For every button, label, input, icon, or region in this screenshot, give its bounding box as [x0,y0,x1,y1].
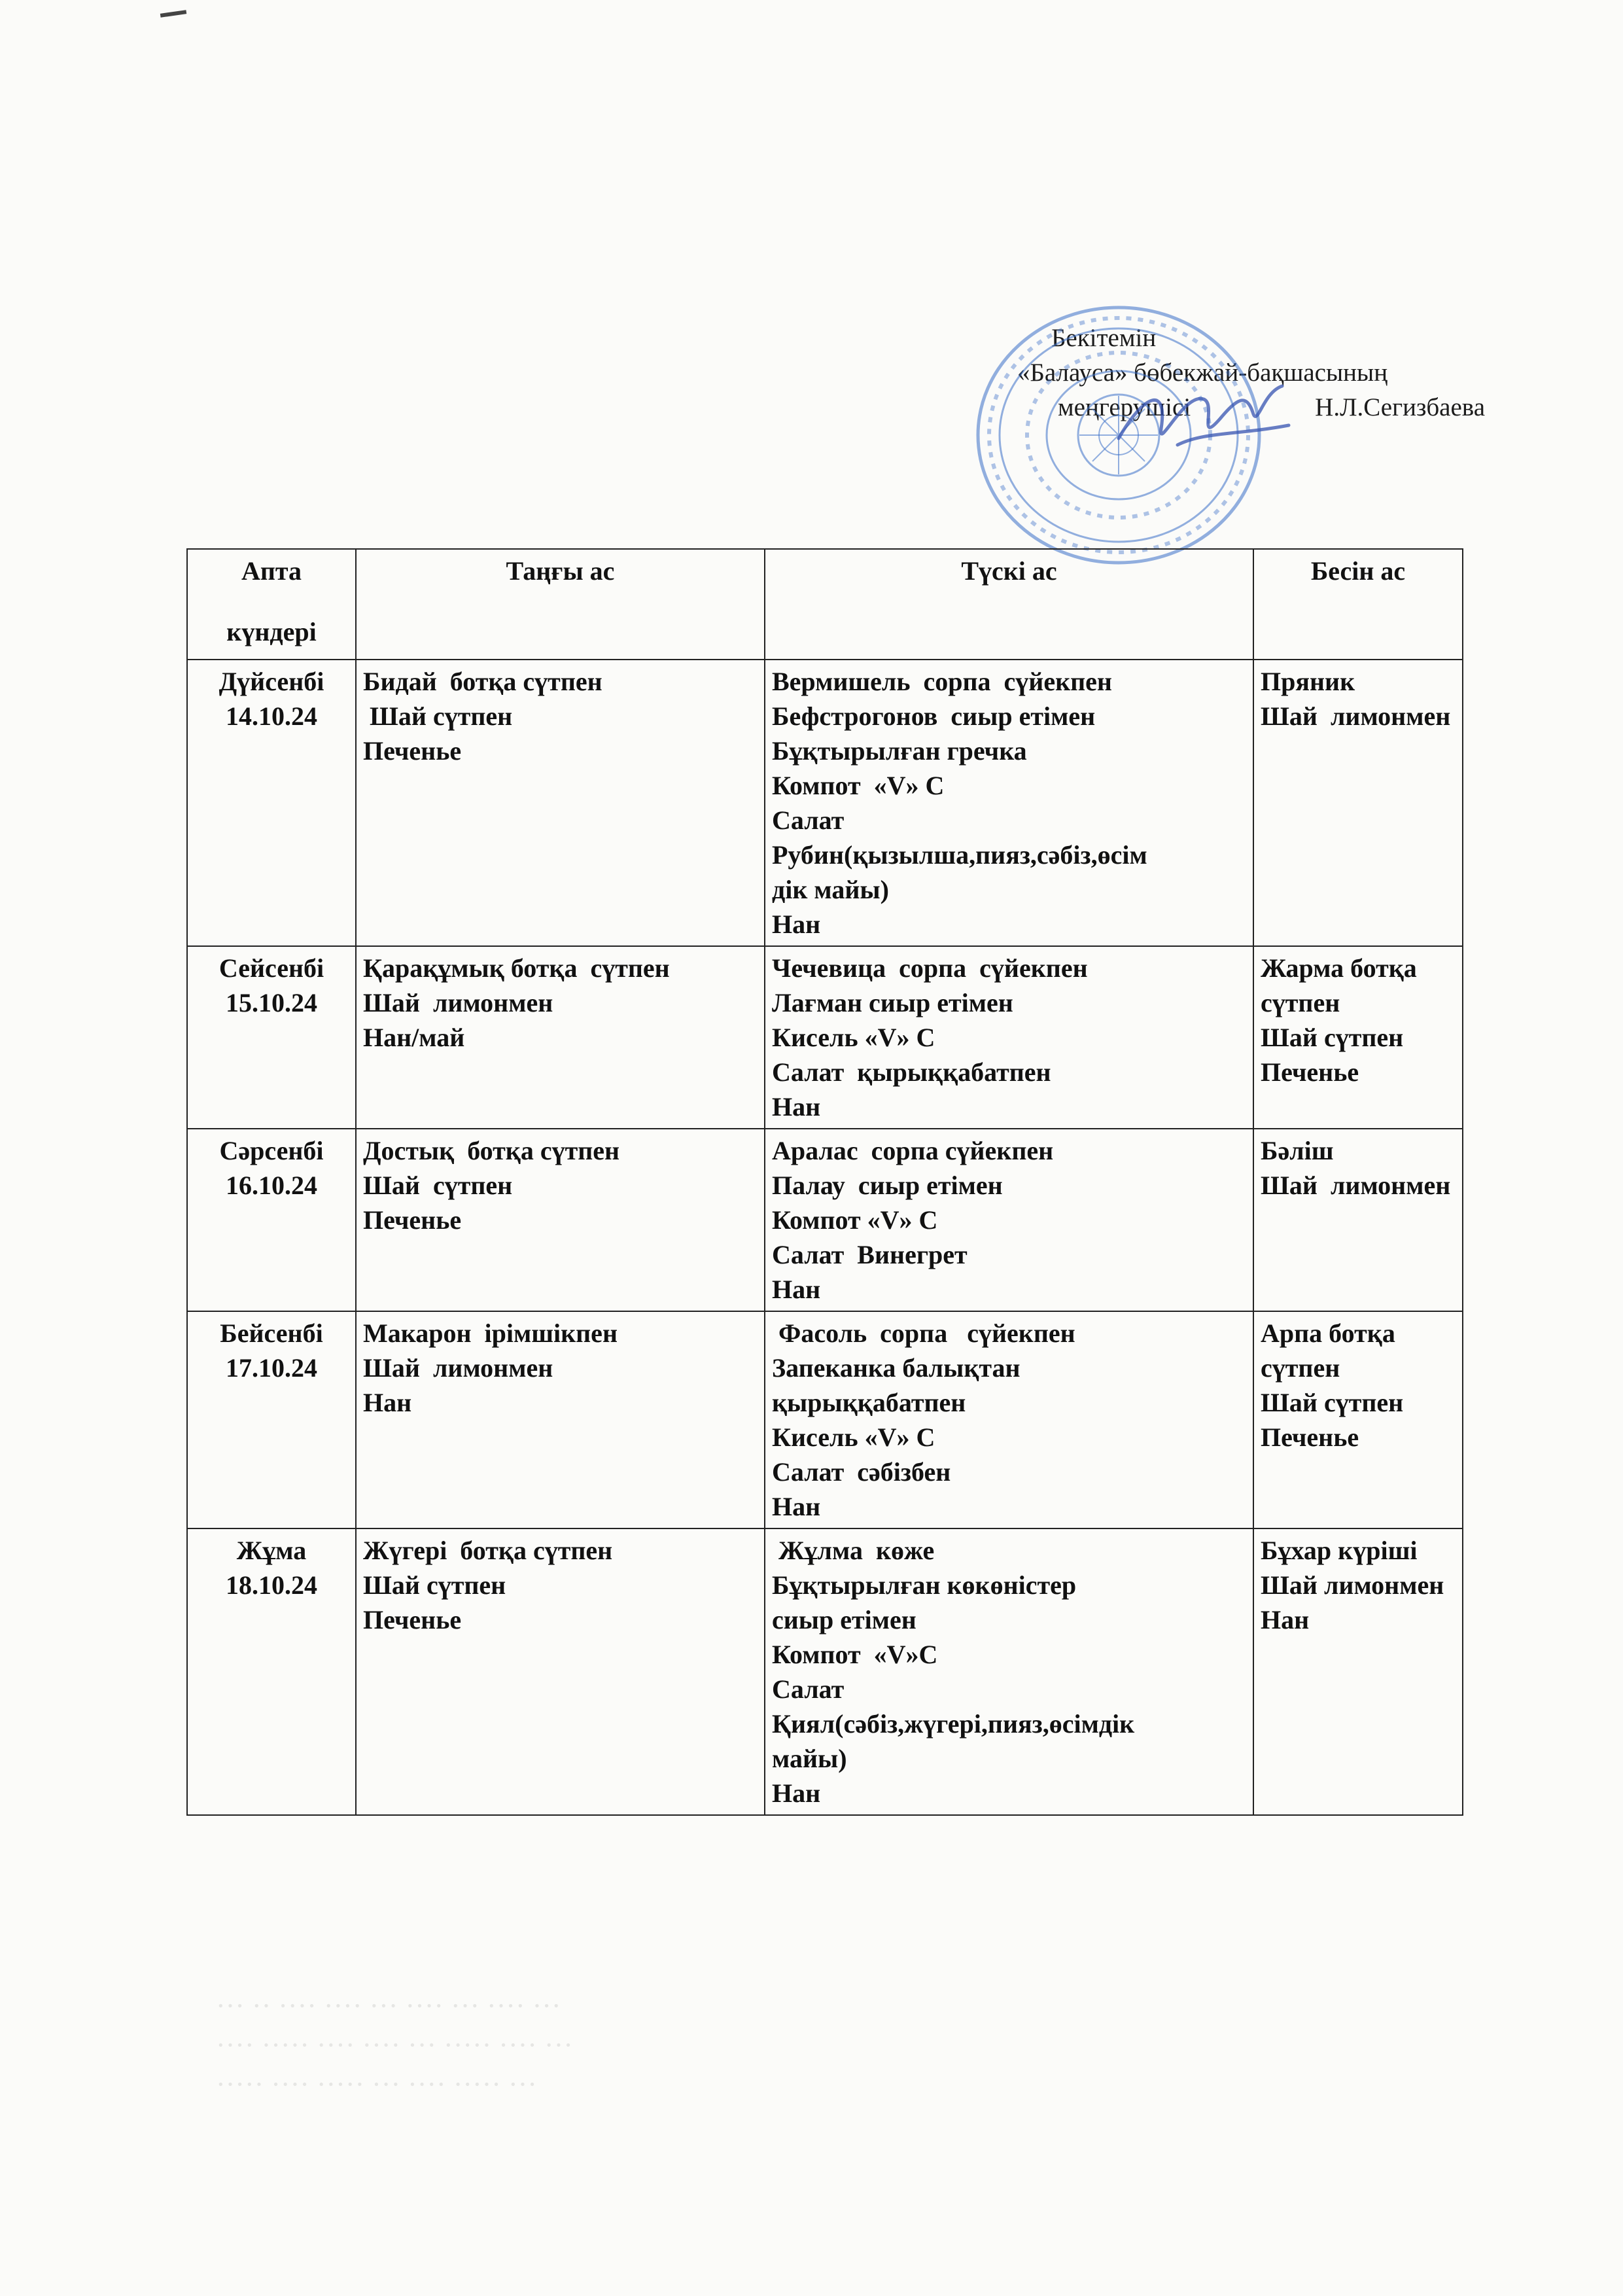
menu-item: сүтпен [1261,1353,1340,1383]
snack-cell [1253,1528,1463,1815]
table-row [187,946,1463,1129]
menu-item: Бұқтырылған гречка [772,736,1027,766]
menu-item: Нан [772,1492,821,1521]
day-name: Дүйсенбі [218,667,324,696]
bleed-through-text: ··· ·· ···· ···· ··· ···· ··· ···· ··· [216,1990,561,2022]
day-name: Жұма [236,1536,307,1565]
menu-item: Фасоль сорпа сүйекпен [772,1318,1075,1348]
menu-item: Шай лимонмен [363,988,553,1017]
lunch-cell [765,1129,1253,1311]
table-row [187,1311,1463,1528]
menu-item: Кисель «V» С [772,1422,935,1452]
header-weekday-line1: Апта [241,556,302,586]
menu-item: Печенье [363,1605,462,1634]
approval-organization: «Балауса» бөбекжай-бақшасының [1017,359,1388,387]
menu-item: Нан [772,1092,821,1122]
menu-item: Бидай ботқа сүтпен [363,667,602,696]
menu-item: сиыр етімен [772,1605,916,1634]
menu-item: Нан [772,910,821,939]
menu-item: Достық ботқа сүтпен [363,1136,620,1165]
menu-item: Запеканка балықтан [772,1353,1021,1383]
menu-item: Печенье [1261,1422,1359,1452]
menu-item: Шай лимонмен [1261,1570,1444,1600]
breakfast-cell [356,1528,765,1815]
menu-item: Жүгері ботқа сүтпен [363,1536,613,1565]
menu-item: Печенье [363,1205,462,1235]
menu-item: Жұлма көже [772,1536,935,1565]
menu-item: Шай сүтпен [363,701,513,731]
menu-item: Салат қырыққабатпен [772,1057,1051,1087]
snack-cell [1253,1311,1463,1528]
day-date: 16.10.24 [226,1171,317,1200]
header-lunch: Түскі ас [765,549,1253,660]
weekly-menu-table [186,548,1463,1816]
menu-item: Қарақұмық ботқа сүтпен [363,953,670,983]
menu-item: Шай сүтпен [363,1171,513,1200]
lunch-cell [765,1528,1253,1815]
day-cell [187,1311,356,1528]
menu-item: Шай лимонмен [1261,1171,1451,1200]
approval-heading: Бекітемін [1051,324,1157,352]
menu-item: Бәліш [1261,1136,1334,1165]
day-cell [187,660,356,946]
breakfast-cell [356,1311,765,1528]
menu-item: Пряник [1261,667,1355,696]
day-date: 14.10.24 [226,701,317,731]
day-name: Сәрсенбі [219,1136,324,1165]
menu-item: сүтпен [1261,988,1340,1017]
menu-item: Шай лимонмен [363,1353,553,1383]
breakfast-cell [356,660,765,946]
menu-item: Шай сүтпен [363,1570,506,1600]
menu-item: Арпа ботқа [1261,1318,1395,1348]
menu-item: Шай лимонмен [1261,701,1451,731]
table-header-row [187,549,1463,660]
menu-item: Компот «V» С [772,771,945,800]
table-row [187,1129,1463,1311]
day-name: Сейсенбі [218,953,324,983]
table-row [187,660,1463,946]
snack-cell [1253,660,1463,946]
menu-item: Шай сүтпен [1261,1023,1404,1052]
menu-item: қырыққабатпен [772,1388,966,1417]
header-breakfast: Таңғы ас [356,549,765,660]
header-snack: Бесін ас [1253,549,1463,660]
menu-item: Салат Винегрет [772,1240,968,1269]
menu-item: Салат сәбізбен [772,1457,951,1487]
menu-item: Макарон ірімшікпен [363,1318,618,1348]
day-cell [187,1129,356,1311]
menu-item: Рубин(қызылша,пияз,сәбіз,өсім [772,840,1147,870]
menu-item: дік майы) [772,875,889,904]
lunch-cell [765,1311,1253,1528]
menu-item: Нан/май [363,1023,465,1052]
menu-item: Жарма ботқа [1261,953,1417,983]
menu-item: Печенье [363,736,462,766]
signature [1106,366,1295,471]
menu-item: Салат [772,805,845,835]
menu-item: Вермишель сорпа сүйекпен [772,667,1112,696]
snack-cell [1253,946,1463,1129]
menu-item: Нан [1261,1605,1310,1634]
menu-item: Салат [772,1674,845,1704]
signatory-name: Н.Л.Сегизбаева [1315,393,1486,421]
header-weekday-line2: күндері [226,617,317,646]
menu-item: Лағман сиыр етімен [772,988,1013,1017]
menu-item: Бұхар күріші [1261,1536,1418,1565]
menu-item: Бұқтырылған көкөністер [772,1570,1077,1600]
menu-item: Чечевица сорпа сүйекпен [772,953,1088,983]
signatory-title: меңгерушісі [1058,393,1191,421]
lunch-cell [765,946,1253,1129]
menu-item: Печенье [1261,1057,1359,1087]
menu-item: Компот «V»С [772,1640,938,1669]
bleed-through-text: ····· ···· ····· ··· ···· ····· ··· [216,2068,537,2100]
breakfast-cell [356,946,765,1129]
day-cell [187,1528,356,1815]
day-date: 17.10.24 [226,1353,317,1383]
menu-item: Қиял(сәбіз,жүгері,пияз,өсімдік [772,1709,1135,1739]
menu-item: Аралас сорпа сүйекпен [772,1136,1054,1165]
menu-item: майы) [772,1744,847,1773]
day-date: 15.10.24 [226,988,317,1017]
menu-item: Нан [772,1275,821,1304]
bleed-through-text: ···· ····· ···· ···· ··· ····· ···· ··· [216,2029,573,2061]
day-date: 18.10.24 [226,1570,317,1600]
menu-item: Шай сүтпен [1261,1388,1404,1417]
day-name: Бейсенбі [220,1318,323,1348]
menu-item: Нан [772,1778,821,1808]
scan-mark [160,10,186,18]
menu-item: Кисель «V» С [772,1023,935,1052]
breakfast-cell [356,1129,765,1311]
menu-item: Бефстрогонов сиыр етімен [772,701,1096,731]
menu-item: Компот «V» С [772,1205,938,1235]
day-cell [187,946,356,1129]
menu-item: Палау сиыр етімен [772,1171,1003,1200]
lunch-cell [765,660,1253,946]
menu-item: Нан [363,1388,412,1417]
header-weekday [187,549,356,660]
table-row [187,1528,1463,1815]
snack-cell [1253,1129,1463,1311]
